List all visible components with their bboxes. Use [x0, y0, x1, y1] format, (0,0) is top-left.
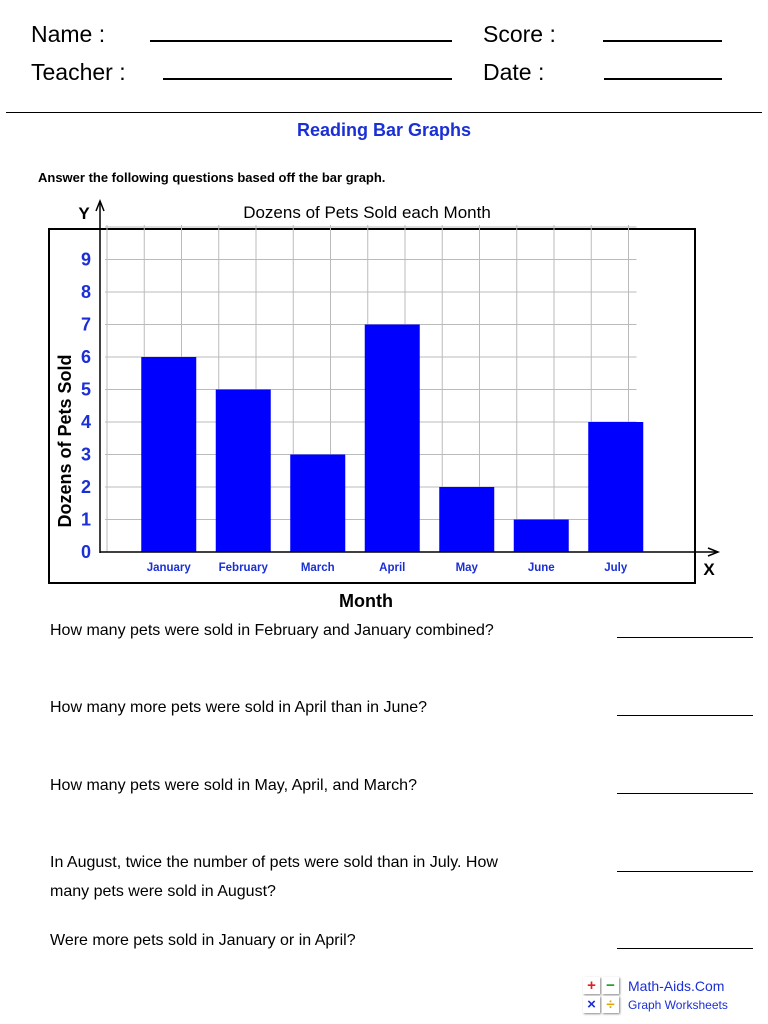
worksheet-title: Reading Bar Graphs [296, 120, 472, 140]
question-4: In August, twice the number of pets were sold than in July. How many pets were sold in August? [50, 854, 498, 900]
answer-line-4[interactable] [617, 871, 753, 872]
x-tick-june: June [527, 562, 555, 574]
x-axis-label: Month [339, 591, 393, 611]
y-axis-label: Dozens of Pets Sold [55, 354, 75, 528]
y-tick-8: 8 [80, 282, 92, 302]
answer-line-2[interactable] [617, 715, 753, 716]
x-axis-letter: X [703, 560, 715, 579]
bar-july [588, 422, 643, 552]
y-tick-6: 6 [80, 347, 92, 367]
question-2: How many more pets were sold in April than in June? [50, 699, 428, 716]
divide-icon: ÷ [602, 996, 619, 1013]
x-tick-may: May [455, 562, 478, 574]
name-label: Name : [31, 21, 106, 47]
bar-march [290, 455, 345, 553]
logo-brand: Math-Aids.Com [628, 978, 725, 994]
bar-january [141, 357, 196, 552]
teacher-field-line[interactable] [163, 78, 452, 80]
x-tick-july: July [604, 562, 628, 574]
name-field-line[interactable] [150, 40, 452, 42]
answer-line-1[interactable] [617, 637, 753, 638]
bar-chart [0, 195, 768, 615]
answer-line-3[interactable] [617, 793, 753, 794]
y-tick-3: 3 [80, 444, 92, 465]
bar-february [216, 390, 271, 553]
date-label: Date : [483, 59, 545, 85]
x-tick-february: February [218, 562, 268, 574]
x-tick-january: January [146, 562, 191, 574]
question-3: How many pets were sold in May, April, and March? [50, 777, 417, 794]
y-tick-9: 9 [80, 249, 92, 270]
logo-subtitle: Graph Worksheets [628, 998, 728, 1012]
minus-icon: − [602, 977, 619, 994]
header-divider [6, 112, 762, 113]
y-tick-1: 1 [80, 509, 92, 530]
bar-april [365, 325, 420, 553]
y-tick-2: 2 [80, 477, 92, 497]
math-operations-icon [583, 977, 623, 1017]
x-tick-labels [147, 562, 628, 574]
answer-line-5[interactable] [617, 948, 753, 949]
math-aids-logo[interactable] [583, 977, 743, 1017]
y-tick-4: 4 [80, 412, 92, 432]
multiply-icon: × [583, 996, 600, 1013]
y-tick-labels [81, 250, 91, 563]
x-tick-april: April [379, 562, 406, 574]
bar-may [439, 487, 494, 552]
score-label: Score : [483, 21, 556, 47]
instructions: Answer the following questions based off the bar graph. [38, 170, 386, 185]
question-5: Were more pets sold in January or in April? [50, 932, 356, 949]
teacher-label: Teacher : [31, 59, 126, 85]
date-field-line[interactable] [604, 78, 722, 80]
chart-title: Dozens of Pets Sold each Month [243, 203, 491, 222]
y-tick-5: 5 [80, 379, 92, 400]
y-axis-letter: Y [78, 204, 90, 223]
bar-june [514, 520, 569, 553]
y-tick-0: 0 [80, 542, 92, 562]
plus-icon: + [583, 977, 600, 994]
x-tick-march: March [300, 562, 335, 574]
score-field-line[interactable] [603, 40, 722, 42]
y-tick-7: 7 [80, 314, 92, 335]
bars [141, 325, 643, 553]
question-1: How many pets were sold in February and January combined? [50, 622, 494, 639]
